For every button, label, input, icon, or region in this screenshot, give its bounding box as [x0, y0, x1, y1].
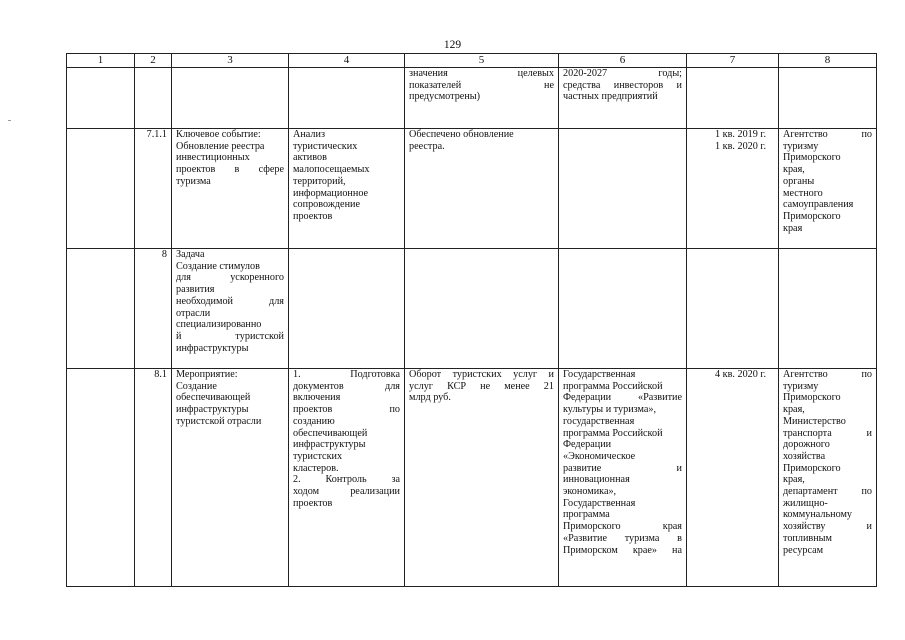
text-line: края,	[783, 474, 805, 486]
text-line: необходимой для	[176, 295, 284, 307]
text-line: ресурсам	[783, 544, 824, 556]
row-number: 7.1.1	[135, 129, 172, 249]
cell-col8	[779, 68, 877, 129]
text-line: топливным	[783, 532, 832, 544]
cell-col7	[687, 68, 779, 129]
text-line: документов для	[293, 380, 400, 392]
text-line: ходом реализации	[293, 486, 400, 498]
text-line: территорий,	[293, 175, 346, 187]
text-line: 2. Контроль за	[293, 474, 400, 486]
header-cell: 3	[172, 54, 289, 68]
text-line: проектов в сфере	[176, 164, 284, 176]
cell-col2	[135, 68, 172, 129]
text-line: обеспечивающей	[176, 392, 251, 404]
text-line: отрасли	[176, 307, 211, 319]
cell-col4	[289, 68, 405, 129]
text-line: 1. Подготовка	[293, 369, 400, 380]
cell-col7	[687, 369, 779, 587]
text-line: для ускоренного	[176, 272, 284, 284]
cell-col6	[559, 369, 687, 587]
text-line: проектов	[293, 497, 333, 509]
text-line: культуры и туризма»,	[563, 404, 657, 416]
text-line: млрд руб.	[409, 392, 451, 404]
text-line: Приморского	[783, 392, 841, 404]
text-line: созданию	[293, 415, 335, 427]
text-line: туризму	[783, 380, 819, 392]
text-line: транспорта и	[783, 427, 872, 439]
text-line: инфраструктуры	[293, 439, 366, 451]
header-cell: 7	[687, 54, 779, 68]
text-line: Создание стимулов	[176, 260, 260, 272]
table-row	[67, 369, 877, 587]
text-line: Приморского	[783, 152, 841, 164]
text-line: программа Российской	[563, 427, 663, 439]
header-cell: 6	[559, 54, 687, 68]
text-line: коммунальному	[783, 509, 853, 521]
cell-col4	[289, 369, 405, 587]
header-row	[67, 54, 877, 68]
text-line: проектов по	[293, 404, 400, 416]
cell-col1	[67, 369, 135, 587]
text-line: туристических	[293, 140, 358, 152]
text-line: Приморского края	[563, 521, 682, 533]
text-line: туризма	[176, 175, 211, 187]
text-line: программа	[563, 509, 610, 521]
text-line: Государственная	[563, 369, 636, 380]
text-line: 4 кв. 2020 г.	[715, 369, 766, 380]
text-line: туристских	[293, 450, 343, 462]
cell-col5	[405, 369, 559, 587]
text-line: края	[783, 222, 803, 234]
text-line: Оборот туристских услуг и	[409, 369, 554, 380]
cell-col8	[779, 129, 877, 249]
text-line: края,	[783, 404, 805, 416]
table-row	[67, 129, 877, 249]
text-line: Создание	[176, 380, 217, 392]
cell-col6	[559, 68, 687, 129]
text-line: инновационная	[563, 474, 630, 486]
text-line: Обновление реестра	[176, 140, 265, 152]
text-line: развитие и	[563, 462, 682, 474]
text-line: туризму	[783, 140, 819, 152]
text-line: Приморского	[783, 462, 841, 474]
text-line: Министерство	[783, 415, 846, 427]
text-line: предусмотрены)	[409, 91, 481, 103]
header-cell: 1	[67, 54, 135, 68]
text-line: Мероприятие:	[176, 369, 238, 380]
text-line: инфраструктуры	[176, 342, 249, 354]
text-line: средства инвесторов и	[563, 79, 682, 91]
cell-col3	[172, 68, 289, 129]
text-line: Ключевое событие:	[176, 129, 261, 140]
text-line: Приморского	[783, 210, 841, 222]
header-cell: 2	[135, 54, 172, 68]
cell-col8	[779, 249, 877, 369]
text-line: Федерации «Развитие	[563, 392, 682, 404]
row-number: 8.1	[135, 369, 172, 587]
text-line: дорожного	[783, 439, 830, 451]
text-line: реестра.	[409, 140, 445, 152]
text-line: проектов	[293, 210, 333, 222]
text-line: услуг КСР не менее 21	[409, 380, 554, 392]
text-line: туристской отрасли	[176, 415, 262, 427]
text-line: инвестиционных	[176, 152, 250, 164]
text-line: местного	[783, 187, 823, 199]
cell-col3	[172, 249, 289, 369]
text-line: Обеспечено обновление	[409, 129, 514, 140]
text-line: 1 кв. 2020 г.	[715, 140, 766, 152]
header-cell: 8	[779, 54, 877, 68]
text-line: края,	[783, 164, 805, 176]
text-line: 2020-2027 годы;	[563, 68, 682, 79]
text-line: Анализ	[293, 129, 325, 140]
cell-col7	[687, 129, 779, 249]
page-number: 129	[443, 39, 462, 51]
header-cell: 4	[289, 54, 405, 68]
cell-col3	[172, 129, 289, 249]
cell-col3	[172, 369, 289, 587]
text-line: обеспечивающей	[293, 427, 368, 439]
text-line: Государственная	[563, 497, 636, 509]
text-line: органы	[783, 175, 815, 187]
cell-col5	[405, 68, 559, 129]
cell-col4	[289, 129, 405, 249]
text-line: значения целевых	[409, 68, 554, 79]
cell-col1	[67, 249, 135, 369]
text-line: развития	[176, 284, 215, 296]
text-line: самоуправления	[783, 199, 854, 211]
cell-col6	[559, 129, 687, 249]
scan-mark	[8, 120, 11, 121]
text-line: «Экономическое	[563, 450, 636, 462]
text-line: информационное	[293, 187, 369, 199]
document-table	[66, 53, 877, 587]
text-line: кластеров.	[293, 462, 339, 474]
cell-col6	[559, 249, 687, 369]
text-line: Задача	[176, 249, 205, 260]
cell-col4	[289, 249, 405, 369]
text-line: «Развитие туризма в	[563, 532, 682, 544]
header-cell: 5	[405, 54, 559, 68]
text-line: й туристской	[176, 330, 284, 342]
table-row	[67, 249, 877, 369]
cell-col7	[687, 249, 779, 369]
text-line: включения	[293, 392, 341, 404]
text-line: малопосещаемых	[293, 164, 370, 176]
cell-col1	[67, 68, 135, 129]
text-line: хозяйству и	[783, 521, 872, 533]
text-line: частных предприятий	[563, 91, 658, 103]
text-line: департамент по	[783, 486, 872, 498]
text-line: Федерации	[563, 439, 612, 451]
text-line: специализированно	[176, 319, 262, 331]
text-line: инфраструктуры	[176, 404, 249, 416]
cell-col1	[67, 129, 135, 249]
table-row	[67, 68, 877, 129]
cell-col5	[405, 129, 559, 249]
text-line: Агентство по	[783, 129, 872, 140]
text-line: 1 кв. 2019 г.	[715, 129, 766, 140]
text-line: государственная	[563, 415, 635, 427]
cell-col5	[405, 249, 559, 369]
cell-col8	[779, 369, 877, 587]
text-line: экономика»,	[563, 486, 617, 498]
text-line: Приморском крае» на	[563, 544, 682, 556]
text-line: жилищно-	[783, 497, 828, 509]
text-line: Агентство по	[783, 369, 872, 380]
text-line: хозяйства	[783, 450, 826, 462]
text-line: программа Российской	[563, 380, 663, 392]
text-line: сопровождение	[293, 199, 361, 211]
row-number: 8	[135, 249, 172, 369]
text-line: активов	[293, 152, 327, 164]
text-line: показателей не	[409, 79, 554, 91]
